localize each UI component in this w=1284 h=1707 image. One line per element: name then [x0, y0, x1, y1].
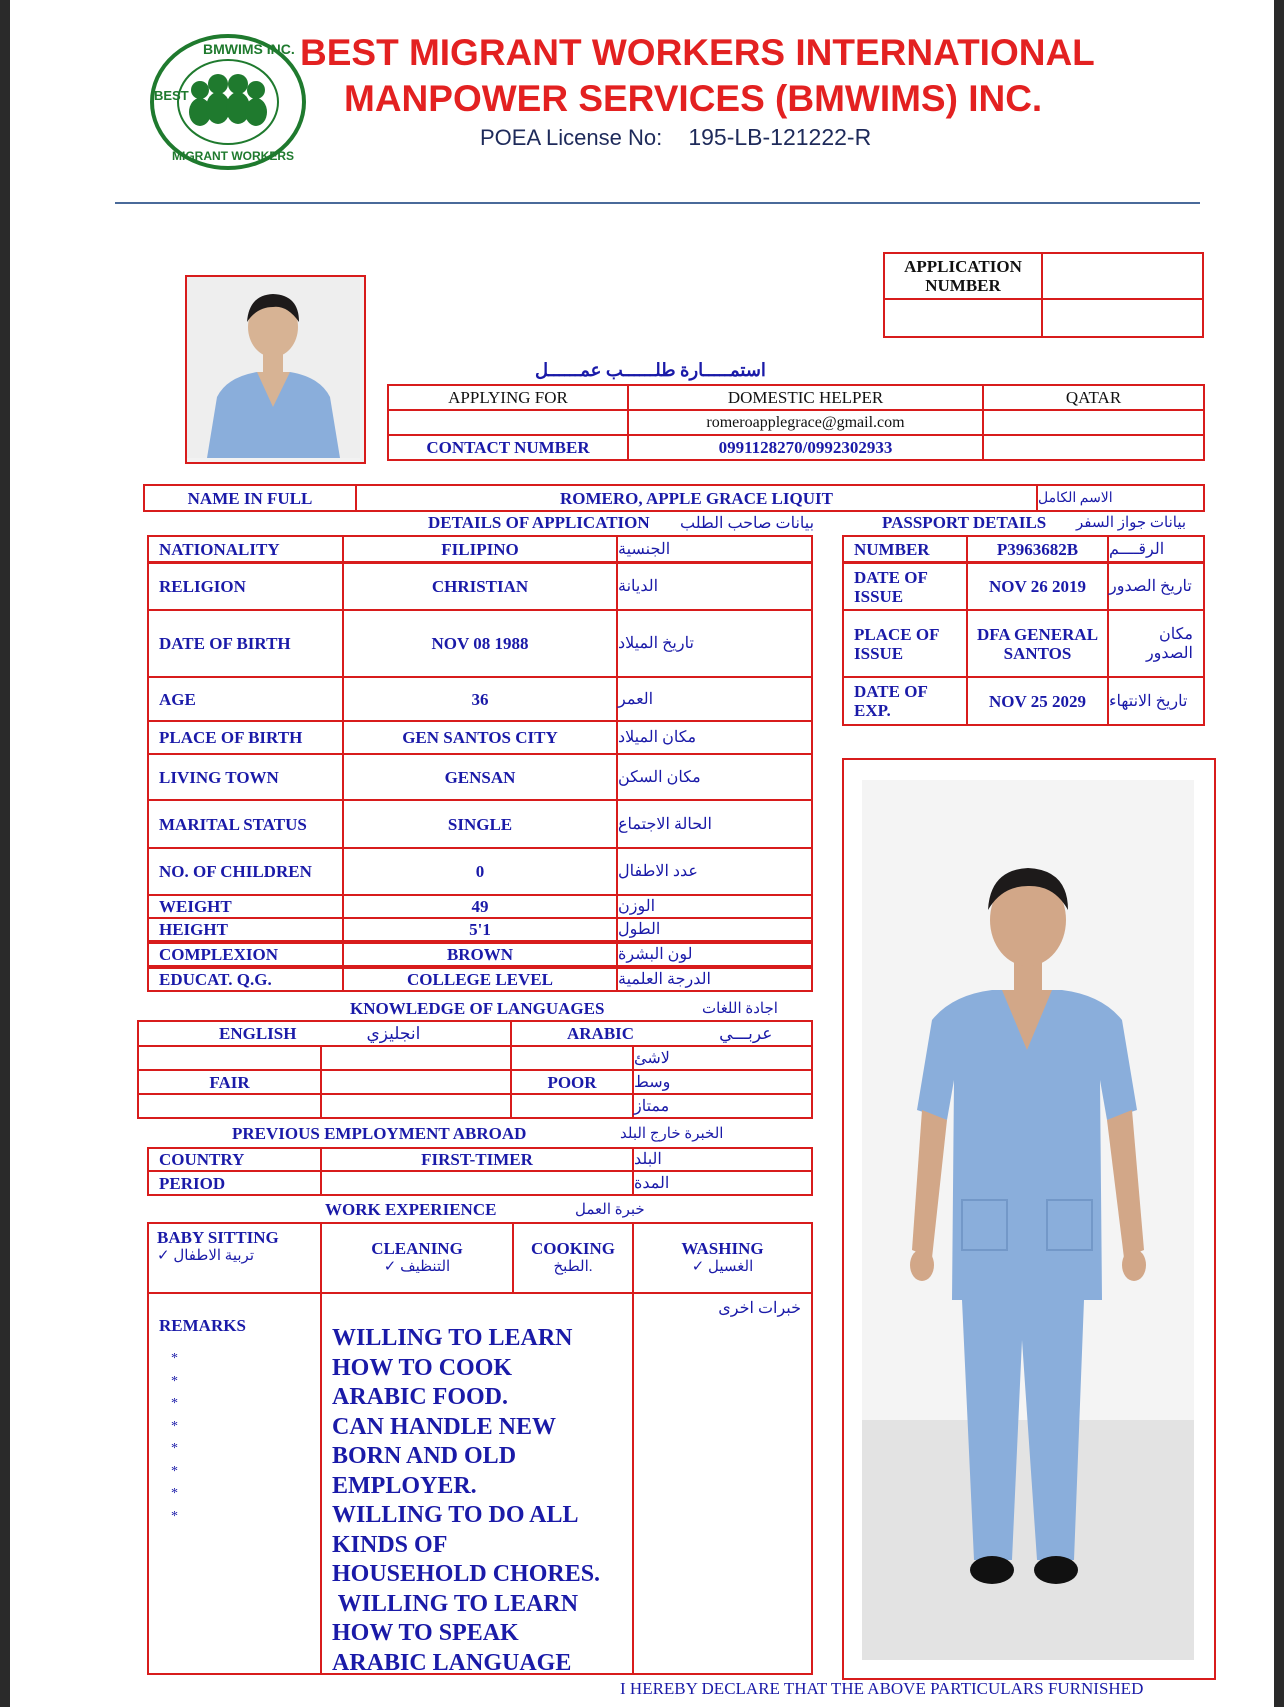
work-washing-label: WASHING: [681, 1239, 764, 1258]
remarks-bullet: *: [171, 1351, 178, 1366]
passport-value: NOV 25 2029: [966, 676, 1109, 726]
remarks-bullet: *: [171, 1396, 178, 1411]
applicant-email: romeroapplegrace@gmail.com: [627, 409, 984, 436]
remarks-text: [332, 1324, 622, 1678]
arabic-level: POOR: [510, 1069, 634, 1095]
detail-value: BROWN: [342, 942, 618, 967]
work-cooking-ar: الطبخ.: [553, 1259, 593, 1275]
detail-label: NO. OF CHILDREN: [147, 847, 344, 896]
remarks-text-cell: [320, 1292, 634, 1675]
passport-label: DATE OF ISSUE: [842, 562, 968, 611]
name-label: NAME IN FULL: [143, 484, 357, 512]
country-value: FIRST-TIMER: [320, 1147, 634, 1172]
detail-label-ar: الدرجة العلمية: [616, 967, 813, 992]
english-level: FAIR: [137, 1069, 322, 1095]
detail-value: FILIPINO: [342, 535, 618, 563]
agency-name: [300, 30, 1140, 122]
work-cleaning-ar: التنظيف: [400, 1259, 451, 1275]
agency-name-line1: BEST MIGRANT WORKERS INTERNATIONAL: [300, 32, 1095, 73]
remarks-line: ARABIC FOOD.: [332, 1384, 509, 1410]
lang-arabic-ar: عربـــي: [719, 1024, 773, 1043]
license-number: 195-LB-121222-R: [688, 124, 872, 150]
applying-for-label: APPLYING FOR: [387, 384, 629, 411]
detail-label-ar: الجنسية: [616, 535, 813, 563]
passport-label-ar: تاريخ الانتهاء: [1107, 676, 1205, 726]
other-experience-ar: خبرات اخرى: [718, 1300, 801, 1317]
form-title-ar: استمـــــارة طلــــــب عمــــــل: [535, 360, 766, 380]
detail-label-ar: العمر: [616, 676, 813, 722]
detail-label-ar: مكان السكن: [616, 753, 813, 801]
work-cleaning-ar-line: [384, 1258, 450, 1277]
work-heading-ar: خبرة العمل: [575, 1202, 645, 1218]
passport-heading-ar: بيانات جواز السفر: [1076, 515, 1187, 531]
remarks-line: WILLING TO LEARN: [332, 1325, 573, 1351]
detail-label: HEIGHT: [147, 917, 344, 942]
country-label-ar: البلد: [632, 1147, 813, 1172]
declaration: I HEREBY DECLARE THAT THE ABOVE PARTICULARS FURNISHED: [620, 1679, 1144, 1698]
remarks-bullet: *: [171, 1373, 178, 1389]
detail-label: WEIGHT: [147, 894, 344, 919]
detail-value: CHRISTIAN: [342, 562, 618, 611]
detail-label: MARITAL STATUS: [147, 799, 344, 849]
license-line: [480, 124, 871, 151]
passport-label-ar: تاريخ الصدور: [1107, 562, 1205, 611]
lang-row2-c2: [320, 1069, 512, 1095]
work-washing: [632, 1222, 813, 1294]
lang-none-ar: لاشئ: [632, 1045, 813, 1071]
passport-label-ar: مكان الصدور: [1107, 609, 1205, 678]
blank-cell-c: [982, 434, 1205, 461]
detail-label: RELIGION: [147, 562, 344, 611]
lang-row3-c3: [510, 1093, 634, 1119]
lang-row1-c1: [137, 1045, 322, 1071]
lang-row3-c2: [320, 1093, 512, 1119]
passport-label: PLACE OF ISSUE: [842, 609, 968, 678]
contact-number: 0991128270/0992302933: [627, 434, 984, 461]
passport-value: NOV 26 2019: [966, 562, 1109, 611]
languages-heading-ar: اجادة اللغات: [702, 1001, 778, 1017]
previous-heading-ar: الخبرة خارج البلد: [620, 1126, 724, 1142]
languages-heading: KNOWLEDGE OF LANGUAGES: [350, 999, 605, 1018]
work-cleaning: [320, 1222, 514, 1294]
work-heading: WORK EXPERIENCE: [325, 1200, 497, 1219]
passport-label: DATE OF EXP.: [842, 676, 968, 726]
work-washing-ar: الغسيل: [708, 1259, 754, 1275]
work-cooking-label: COOKING: [530, 1239, 616, 1258]
lang-english-ar: انجليزي: [366, 1024, 421, 1043]
detail-value: COLLEGE LEVEL: [342, 967, 618, 992]
passport-value: P3963682B: [966, 535, 1109, 563]
detail-value: 5'1: [342, 917, 618, 942]
lang-row3-c1: [137, 1093, 322, 1119]
contact-number-label: CONTACT NUMBER: [387, 434, 629, 461]
blank-cell-b: [982, 409, 1205, 436]
lang-english-cell: [137, 1020, 512, 1047]
agency-name-line2: MANPOWER SERVICES (BMWIMS) INC.: [344, 78, 1043, 119]
lang-arabic: ARABIC: [567, 1024, 635, 1043]
work-baby-sitting-ar-line: [157, 1247, 254, 1266]
detail-label: AGE: [147, 676, 344, 722]
detail-label-ar: الوزن: [616, 894, 813, 919]
previous-heading: PREVIOUS EMPLOYMENT ABROAD: [232, 1124, 527, 1143]
license-label: POEA License No:: [480, 125, 663, 150]
logo-text-top: BMWIMS INC.: [203, 41, 295, 57]
remarks-line: HOW TO COOK: [332, 1354, 513, 1381]
applying-position: DOMESTIC HELPER: [627, 384, 984, 411]
country-label: COUNTRY: [147, 1147, 322, 1172]
remarks-line: HOW TO SPEAK: [332, 1620, 519, 1646]
detail-label-ar: مكان الميلاد: [616, 720, 813, 755]
passport-heading: PASSPORT DETAILS: [882, 513, 1047, 532]
detail-label-ar: عدد الاطفال: [616, 847, 813, 896]
detail-value: GENSAN: [342, 753, 618, 801]
remarks-bullet: *: [171, 1441, 178, 1456]
full-name: ROMERO, APPLE GRACE LIQUIT: [355, 484, 1038, 512]
remarks-line: ARABIC LANGUAGE: [332, 1649, 572, 1676]
application-number-value: [1041, 252, 1204, 300]
check-icon: ✓: [157, 1248, 170, 1264]
lang-english: ENGLISH: [219, 1024, 297, 1043]
blank-cell-a: [387, 409, 629, 436]
remarks-line: CAN HANDLE NEW: [332, 1413, 557, 1440]
remarks-bullets: [159, 1348, 310, 1528]
period-value: [320, 1170, 634, 1196]
detail-label: EDUCAT. Q.G.: [147, 967, 344, 992]
details-heading: DETAILS OF APPLICATION: [428, 513, 650, 532]
logo-text-left: BEST: [154, 88, 189, 103]
application-number-blank-2: [1041, 298, 1204, 338]
remarks-line: EMPLOYER.: [332, 1472, 477, 1499]
remarks-line: HOUSEHOLD CHORES.: [332, 1561, 601, 1587]
lang-excellent-ar: ممتاز: [632, 1093, 813, 1119]
agency-logo: [148, 32, 308, 172]
detail-label-ar: الديانة: [616, 562, 813, 611]
detail-value: 49: [342, 894, 618, 919]
name-label-ar: الاسم الكامل: [1036, 484, 1205, 512]
remarks-label: REMARKS: [159, 1316, 246, 1335]
passport-label-ar: الرقــــم: [1107, 535, 1205, 563]
application-number-blank-1: [883, 298, 1043, 338]
check-icon: ✓: [691, 1259, 705, 1275]
remarks-bullet: *: [171, 1418, 178, 1434]
other-experience-cell: [632, 1292, 813, 1675]
work-baby-sitting-label: BABY SITTING: [157, 1228, 279, 1247]
detail-value: SINGLE: [342, 799, 618, 849]
detail-value: 0: [342, 847, 618, 896]
detail-label: NATIONALITY: [147, 535, 344, 563]
work-cooking: [512, 1222, 634, 1294]
remarks-line: KINDS OF: [332, 1531, 448, 1558]
remarks-line: WILLING TO LEARN: [332, 1590, 579, 1617]
remarks-line: WILLING TO DO ALL: [332, 1502, 579, 1528]
detail-label-ar: لون البشرة: [616, 942, 813, 967]
work-cleaning-label: CLEANING: [371, 1239, 463, 1258]
applying-country: QATAR: [982, 384, 1205, 411]
remarks-label-cell: [147, 1292, 322, 1675]
detail-label: COMPLEXION: [147, 942, 344, 967]
detail-value: GEN SANTOS CITY: [342, 720, 618, 755]
work-baby-sitting: [147, 1222, 322, 1294]
remarks-bullet: *: [171, 1486, 178, 1501]
logo-text-bottom: MIGRANT WORKERS: [172, 149, 294, 163]
detail-label: LIVING TOWN: [147, 753, 344, 801]
work-washing-ar-line: [692, 1258, 754, 1277]
detail-label: PLACE OF BIRTH: [147, 720, 344, 755]
period-label-ar: المدة: [632, 1170, 813, 1196]
details-heading-ar: بيانات صاحب الطلب: [680, 515, 815, 532]
application-number-label: APPLICATION NUMBER: [904, 257, 1022, 295]
application-sheet: [10, 0, 1274, 1707]
application-number-label-cell: [883, 252, 1043, 300]
remarks-bullet: *: [171, 1508, 178, 1524]
lang-arabic-cell: [510, 1020, 813, 1047]
lang-row1-c3: [510, 1045, 634, 1071]
header-divider: [115, 202, 1200, 204]
applicant-photo-frame: [842, 758, 1216, 1680]
detail-label-ar: الطول: [616, 917, 813, 942]
detail-label: DATE OF BIRTH: [147, 609, 344, 678]
passport-label: NUMBER: [842, 535, 968, 563]
detail-value: 36: [342, 676, 618, 722]
lang-row1-c2: [320, 1045, 512, 1071]
detail-value: NOV 08 1988: [342, 609, 618, 678]
remarks-line: BORN AND OLD: [332, 1443, 517, 1469]
passport-value: DFA GENERAL SANTOS: [966, 609, 1109, 678]
detail-label-ar: تاريخ الميلاد: [616, 609, 813, 678]
lang-medium-ar: وسط: [632, 1069, 813, 1095]
check-icon: ✓: [383, 1259, 397, 1275]
period-label: PERIOD: [147, 1170, 322, 1196]
applicant-photo-small: [185, 275, 366, 464]
remarks-bullet: *: [171, 1463, 178, 1479]
detail-label-ar: الحالة الاجتماع: [616, 799, 813, 849]
work-baby-sitting-ar: تربية الاطفال: [173, 1248, 254, 1264]
applicant-photo-full: [862, 780, 1194, 1660]
